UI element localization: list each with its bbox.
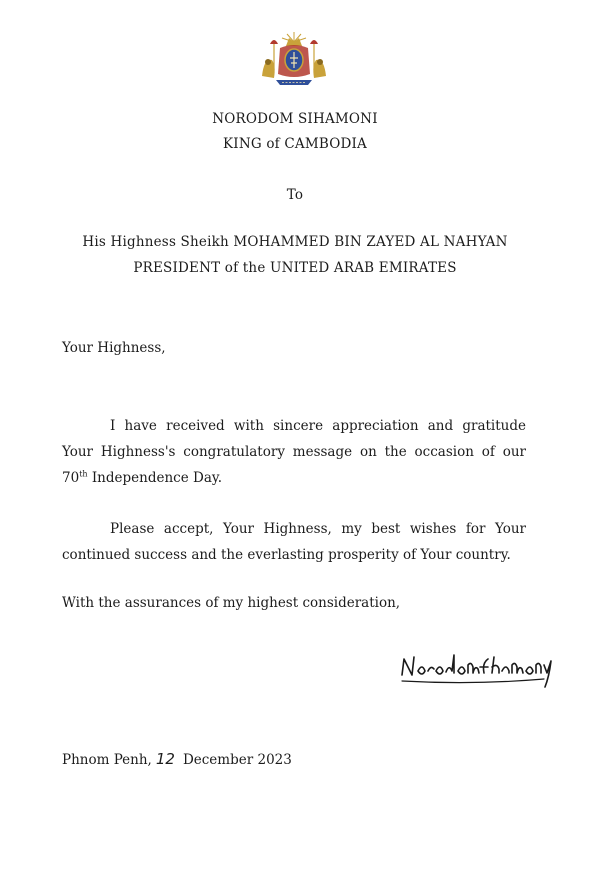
royal-coat-of-arms-icon <box>256 30 332 90</box>
recipient-title: PRESIDENT of the UNITED ARAB EMIRATES <box>133 260 457 276</box>
salutation: Your Highness, <box>62 340 166 356</box>
handwritten-signature-icon <box>394 645 558 691</box>
paragraph-1-text: I have received with sincere appreciation and gratitude Your Highness's congratulatory message on the occasion of our 70 <box>62 418 526 486</box>
sender-title: KING of CAMBODIA <box>223 136 367 152</box>
date-day-handwritten: 12 <box>155 750 175 768</box>
date-city: Phnom Penh, <box>62 752 152 768</box>
to-label: To <box>286 187 304 203</box>
date-line <box>62 750 292 768</box>
ordinal-suffix: th <box>79 469 88 479</box>
body-paragraph-2: Please accept, Your Highness, my best wishes for Your continued success and the everlasting prosperity of Your country. <box>62 521 526 563</box>
recipient-name: His Highness Sheikh MOHAMMED BIN ZAYED AL NAHYAN <box>82 234 508 250</box>
closing-line: With the assurances of my highest consideration, <box>62 595 401 611</box>
body-paragraph-1 <box>62 413 526 491</box>
sender-name: NORODOM SIHAMONI <box>212 111 378 127</box>
date-month-year: December 2023 <box>182 752 292 768</box>
paragraph-1-text-end: Independence Day. <box>87 470 223 486</box>
